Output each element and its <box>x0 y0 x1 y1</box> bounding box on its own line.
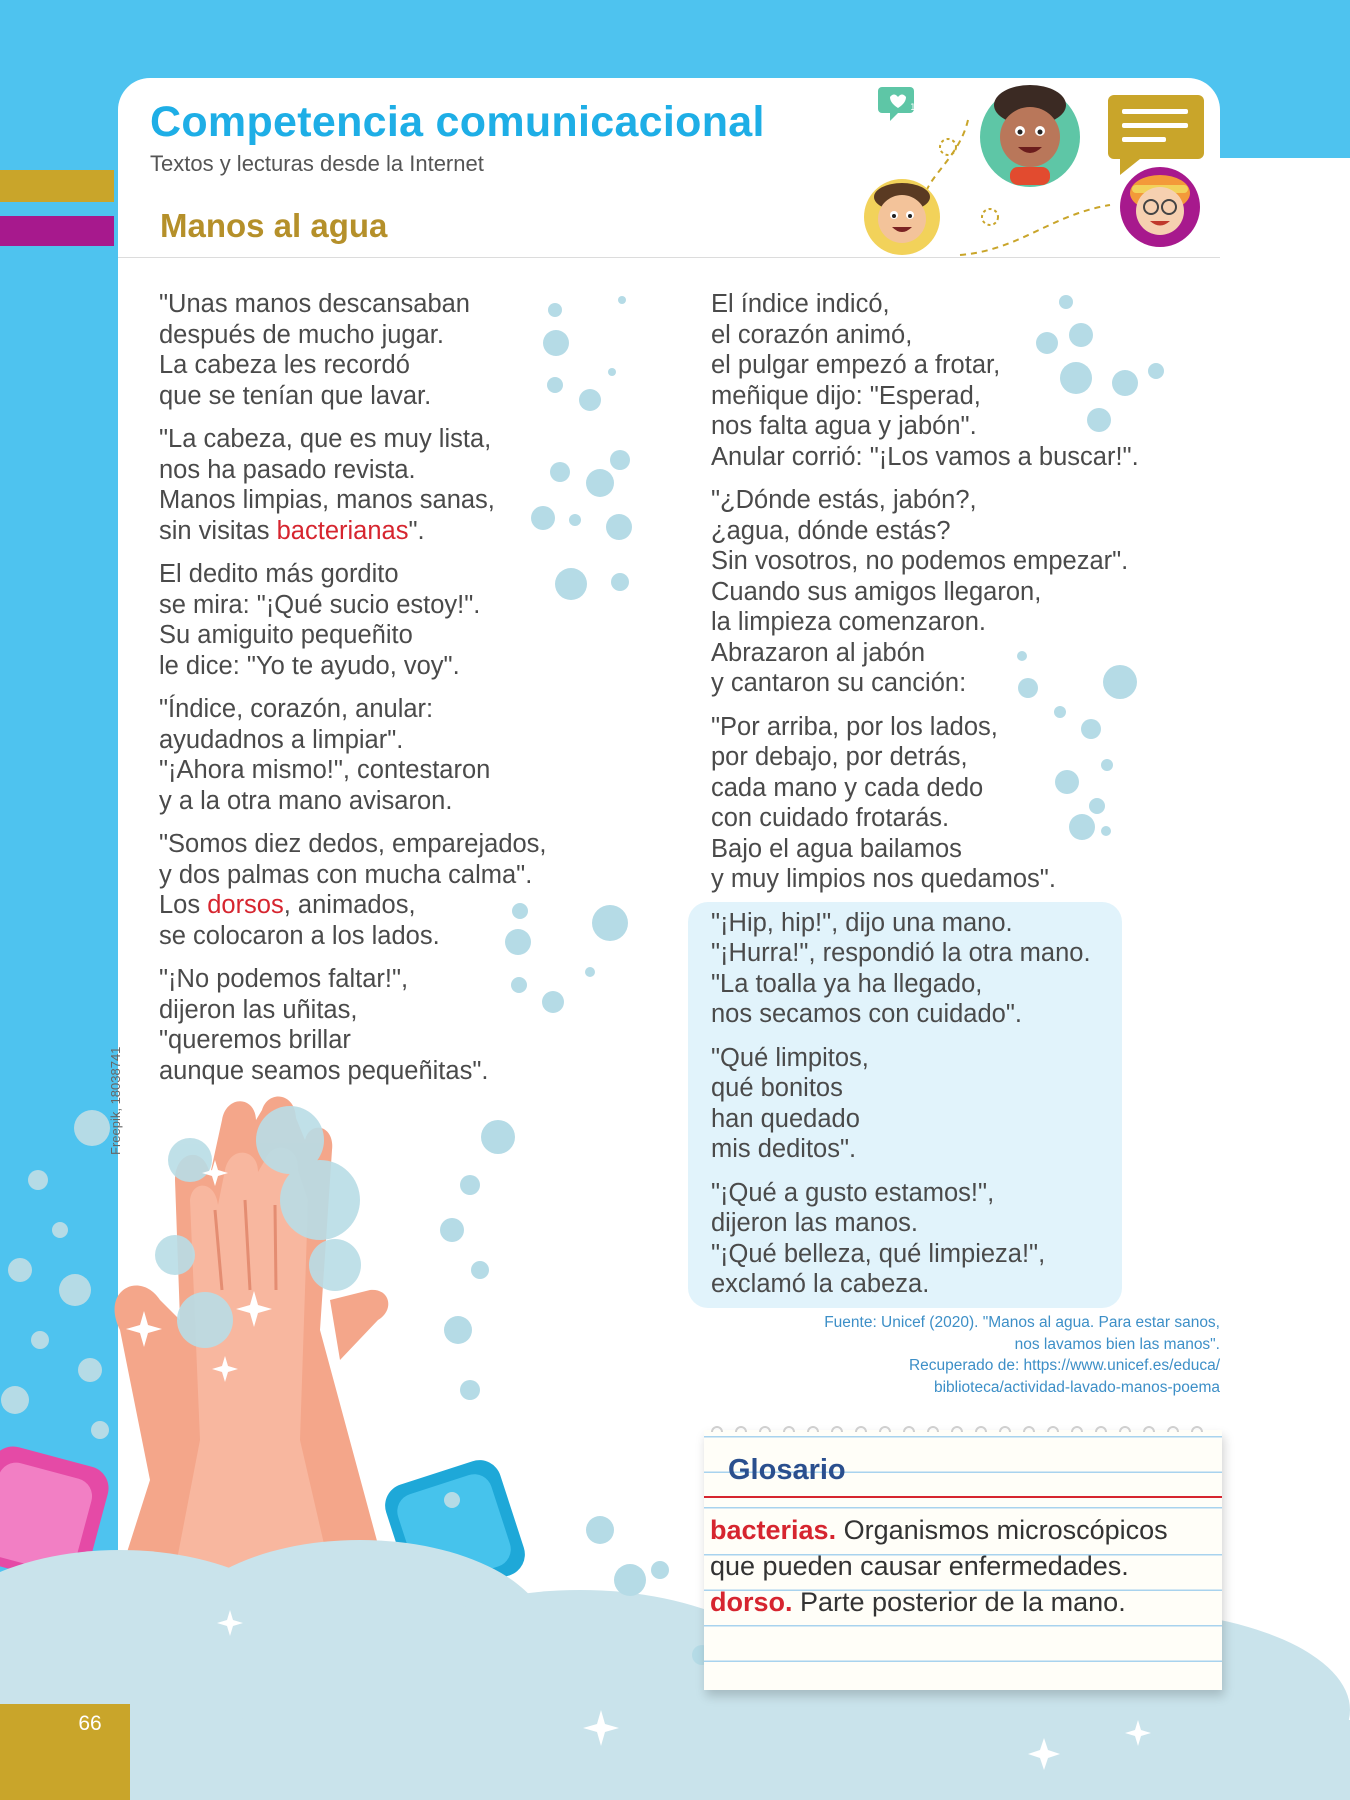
stanza-10: "¡Hip, hip!", dijo una mano. "¡Hurra!", respondió la otra mano. "La toalla ya ha llegado, nos secamos con cuidado". <box>711 908 1091 1028</box>
stanza-4: "Índice, corazón, anular: ayudadnos a limpiar". "¡Ahora mismo!", contestaron y a la otra mano avisaron. <box>159 695 491 815</box>
stanza-1: "Unas manos descansaban después de mucho jugar. La cabeza les recordó que se tenían que lavar. <box>159 290 470 410</box>
term-dorsos: dorsos <box>207 891 284 919</box>
stanza-5: "Somos diez dedos, emparejados, y dos palmas con mucha calma". Los dorsos, animados, se colocaron a los lados. <box>159 830 547 950</box>
poem-column-right <box>711 289 1171 1313</box>
page-number: 66 <box>78 1712 102 1735</box>
glossary-title: Glosario <box>728 1454 846 1486</box>
source-citation: Fuente: Unicef (2020). "Manos al agua. Para estar sanos, nos lavamos bien las manos". Recuperado de: https://www.unicef.es/educa/ biblioteca/actividad-lavado-manos-poema <box>824 1314 1220 1396</box>
stanza-12: "¡Qué a gusto estamos!", dijeron las manos. "¡Qué belleza, qué limpieza!", exclamó la cabeza. <box>711 1178 1046 1298</box>
section-title: Manos al agua <box>160 207 388 244</box>
glossary-title-underline <box>704 1496 1222 1498</box>
glossary-entry-dorso: dorso. Parte posterior de la mano. <box>710 1587 1126 1617</box>
poem-column-left <box>159 289 619 1099</box>
stanza-3: El dedito más gordito se mira: "¡Qué sucio estoy!". Su amiguito pequeñito le dice: "Yo te ayudo, voy". <box>159 560 481 680</box>
stanza-8: "¿Dónde estás, jabón?, ¿agua, dónde estás? Sin vosotros, no podemos empezar". Cuando sus amigos llegaron, la limpieza comenzaron. Abrazaron al jabón y cantaron su canción: <box>711 486 1129 697</box>
page-title: Competencia comunicacional <box>150 98 765 146</box>
stanza-6: "¡No podemos faltar!", dijeron las uñitas, "queremos brillar aunque seamos pequeñitas". <box>159 965 489 1085</box>
stanza-11: "Qué limpitos, qué bonitos han quedado mis deditos". <box>711 1043 869 1163</box>
notebook-rings <box>704 1418 1222 1440</box>
glossary-entry-bacterias: bacterias. Organismos microscópicos que pueden causar enfermedades. <box>710 1515 1168 1581</box>
svg-text:1: 1 <box>910 103 916 113</box>
image-credit: Freepik, 18038741 <box>108 1046 123 1155</box>
stanza-7: El índice indicó, el corazón animó, el pulgar empezó a frotar, meñique dijo: "Esperad, nos falta agua y jabón". Anular corrió: "¡Los vamos a buscar!". <box>711 290 1139 471</box>
stanza-9: "Por arriba, por los lados, por debajo, por detrás, cada mano y cada dedo con cuidado frotarás. Bajo el agua bailamos y muy limpios nos quedamos". <box>711 712 1056 893</box>
page-subtitle: Textos y lecturas desde la Internet <box>150 151 484 176</box>
glossary-entries <box>710 1512 1220 1620</box>
stanza-2: "La cabeza, que es muy lista, nos ha pasado revista. Manos limpias, manos sanas, sin visitas bacterianas". <box>159 425 495 545</box>
term-bacterianas: bacterianas <box>276 516 409 545</box>
